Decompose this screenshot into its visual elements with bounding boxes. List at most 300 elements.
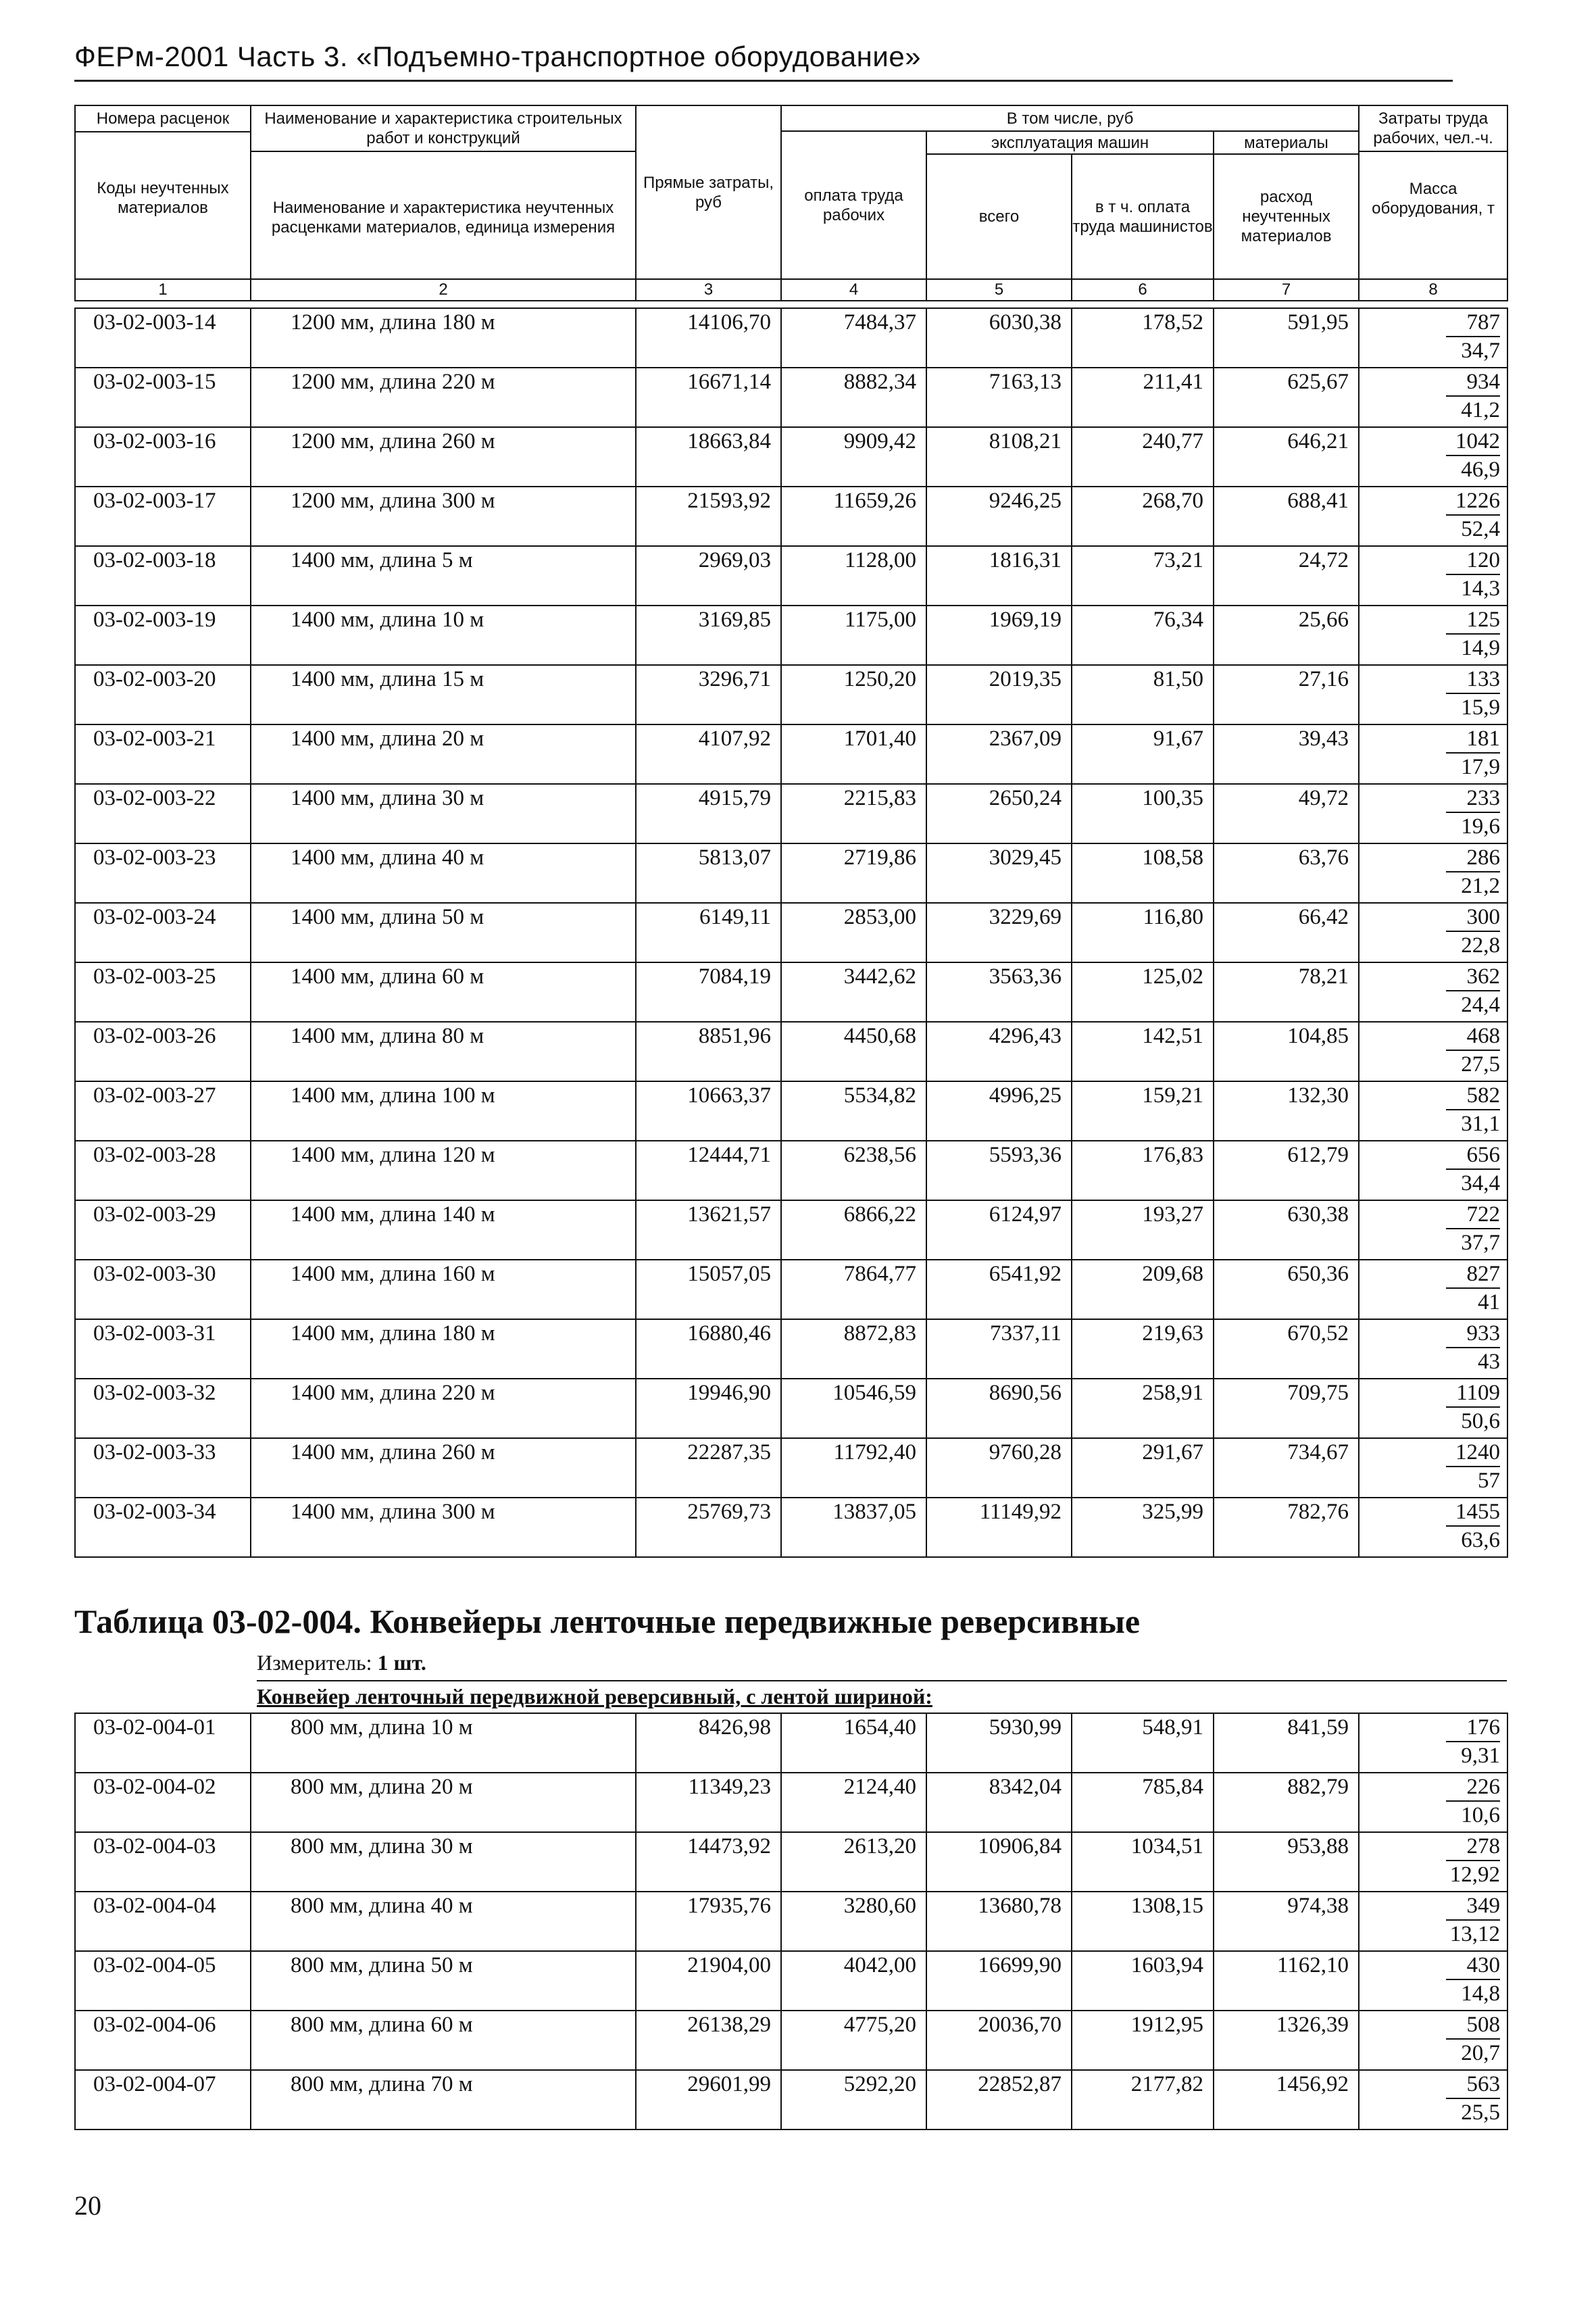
labor-hours: 349 (1446, 1892, 1500, 1921)
machinist-pay: 268,70 (1072, 487, 1214, 546)
materials-cost: 670,52 (1214, 1319, 1359, 1379)
materials-cost: 734,67 (1214, 1438, 1359, 1498)
table-row (75, 2011, 1507, 2070)
rate-code: 03-02-004-02 (75, 1773, 251, 1832)
equipment-mass: 46,9 (1461, 458, 1500, 482)
table-row (75, 1951, 1507, 2011)
machinist-pay: 116,80 (1072, 903, 1214, 962)
work-description: 800 мм, длина 60 м (251, 2011, 636, 2070)
col-number: 4 (781, 279, 926, 301)
table-row (75, 903, 1507, 962)
equipment-mass: 19,6 (1461, 814, 1500, 839)
work-description: 1400 мм, длина 40 м (251, 843, 636, 903)
col2-top-header: Наименование и характеристика строительных работ и конструкций (251, 109, 635, 152)
col1-top-header: Номера расценок (76, 109, 250, 132)
table-header (74, 105, 1508, 301)
labor-hours: 226 (1446, 1773, 1500, 1802)
labor-and-mass-cell (1359, 665, 1507, 724)
machinist-pay: 219,63 (1072, 1319, 1214, 1379)
materials-cost: 953,88 (1214, 1832, 1359, 1892)
table-row (75, 1022, 1507, 1081)
machinist-pay: 176,83 (1072, 1141, 1214, 1200)
direct-cost: 29601,99 (636, 2070, 781, 2130)
materials-cost: 882,79 (1214, 1773, 1359, 1832)
machinist-pay: 108,58 (1072, 843, 1214, 903)
equipment-mass: 52,4 (1461, 517, 1500, 541)
materials-cost: 63,76 (1214, 843, 1359, 903)
machine-cost-total: 4996,25 (926, 1081, 1072, 1141)
direct-cost: 6149,11 (636, 903, 781, 962)
machinist-pay: 142,51 (1072, 1022, 1214, 1081)
labor-hours: 176 (1446, 1714, 1500, 1742)
machinist-pay: 258,91 (1072, 1379, 1214, 1438)
labor-hours: 934 (1446, 368, 1500, 397)
work-description: 800 мм, длина 70 м (251, 2070, 636, 2130)
table-row (75, 1379, 1507, 1438)
rate-code: 03-02-003-14 (75, 308, 251, 368)
machinist-pay: 193,27 (1072, 1200, 1214, 1260)
labor-hours: 120 (1446, 547, 1500, 575)
table-row (75, 606, 1507, 665)
equipment-mass: 27,5 (1461, 1052, 1500, 1077)
machine-cost-total: 7163,13 (926, 368, 1072, 427)
table-row (75, 1832, 1507, 1892)
labor-and-mass-cell (1359, 546, 1507, 606)
labor-pay: 1250,20 (781, 665, 926, 724)
direct-cost: 13621,57 (636, 1200, 781, 1260)
labor-hours: 125 (1446, 606, 1500, 635)
labor-hours: 656 (1446, 1141, 1500, 1170)
materials-cost: 646,21 (1214, 427, 1359, 487)
table-row (75, 1498, 1507, 1557)
materials-cost: 650,36 (1214, 1260, 1359, 1319)
equipment-mass: 25,5 (1461, 2100, 1500, 2125)
work-description: 1400 мм, длина 50 м (251, 903, 636, 962)
machinist-pay: 1308,15 (1072, 1892, 1214, 1951)
labor-hours: 300 (1446, 904, 1500, 932)
direct-cost: 4915,79 (636, 784, 781, 843)
work-description: 1400 мм, длина 30 м (251, 784, 636, 843)
equipment-mass: 14,8 (1461, 1981, 1500, 2006)
machine-cost-total: 13680,78 (926, 1892, 1072, 1951)
materials-cost: 782,76 (1214, 1498, 1359, 1557)
work-description: 1400 мм, длина 20 м (251, 724, 636, 784)
machine-cost-total: 2367,09 (926, 724, 1072, 784)
group-header: В том числе, руб (781, 105, 1359, 131)
labor-pay: 9909,42 (781, 427, 926, 487)
direct-cost: 8851,96 (636, 1022, 781, 1081)
equipment-mass: 34,4 (1461, 1171, 1500, 1196)
work-description: 800 мм, длина 50 м (251, 1951, 636, 2011)
work-description: 1400 мм, длина 260 м (251, 1438, 636, 1498)
machine-cost-total: 8342,04 (926, 1773, 1072, 1832)
rate-code: 03-02-003-32 (75, 1379, 251, 1438)
table-2-subheading: Конвейер ленточный передвижной реверсивный, с лентой шириной: (257, 1684, 932, 1708)
materials-cost: 591,95 (1214, 308, 1359, 368)
labor-hours: 827 (1446, 1260, 1500, 1289)
direct-cost: 14106,70 (636, 308, 781, 368)
work-description: 1400 мм, длина 180 м (251, 1319, 636, 1379)
labor-hours: 722 (1446, 1201, 1500, 1229)
rate-code: 03-02-004-04 (75, 1892, 251, 1951)
machine-cost-total: 5930,99 (926, 1713, 1072, 1773)
materials-cost: 49,72 (1214, 784, 1359, 843)
work-description: 1400 мм, длина 80 м (251, 1022, 636, 1081)
materials-cost: 25,66 (1214, 606, 1359, 665)
rate-code: 03-02-003-29 (75, 1200, 251, 1260)
labor-hours: 362 (1446, 963, 1500, 991)
rate-code: 03-02-003-31 (75, 1319, 251, 1379)
col7-header: расход неучтенных материалов (1214, 154, 1359, 279)
machine-cost-total: 2650,24 (926, 784, 1072, 843)
labor-pay: 6238,56 (781, 1141, 926, 1200)
direct-cost: 10663,37 (636, 1081, 781, 1141)
labor-pay: 2124,40 (781, 1773, 926, 1832)
labor-pay: 10546,59 (781, 1379, 926, 1438)
labor-and-mass-cell (1359, 1022, 1507, 1081)
rate-code: 03-02-003-28 (75, 1141, 251, 1200)
labor-and-mass-cell (1359, 2070, 1507, 2130)
machinist-pay: 240,77 (1072, 427, 1214, 487)
materials-cost: 66,42 (1214, 903, 1359, 962)
equipment-mass: 20,7 (1461, 2041, 1500, 2065)
materials-cost: 841,59 (1214, 1713, 1359, 1773)
machine-cost-total: 9760,28 (926, 1438, 1072, 1498)
labor-and-mass-cell (1359, 427, 1507, 487)
machine-cost-total: 7337,11 (926, 1319, 1072, 1379)
measure-line (257, 1650, 426, 1675)
equipment-mass: 50,6 (1461, 1409, 1500, 1433)
labor-hours: 1240 (1446, 1439, 1500, 1467)
labor-and-mass-cell (1359, 1832, 1507, 1892)
labor-and-mass-cell (1359, 308, 1507, 368)
work-description: 800 мм, длина 10 м (251, 1713, 636, 1773)
machinist-pay: 325,99 (1072, 1498, 1214, 1557)
labor-hours: 508 (1446, 2011, 1500, 2040)
direct-cost: 19946,90 (636, 1379, 781, 1438)
rate-code: 03-02-003-22 (75, 784, 251, 843)
work-description: 800 мм, длина 40 м (251, 1892, 636, 1951)
table-2-body (74, 1713, 1508, 2130)
work-description: 1400 мм, длина 140 м (251, 1200, 636, 1260)
page-header: ФЕРм-2001 Часть 3. «Подъемно-транспортное оборудование» (74, 41, 922, 72)
labor-pay: 2853,00 (781, 903, 926, 962)
machine-cost-total: 11149,92 (926, 1498, 1072, 1557)
labor-pay: 11659,26 (781, 487, 926, 546)
machinist-pay: 211,41 (1072, 368, 1214, 427)
work-description: 1400 мм, длина 220 м (251, 1379, 636, 1438)
rate-code: 03-02-003-21 (75, 724, 251, 784)
direct-cost: 15057,05 (636, 1260, 781, 1319)
labor-hours: 181 (1446, 725, 1500, 754)
table-row (75, 308, 1507, 368)
materials-cost: 104,85 (1214, 1022, 1359, 1081)
table-row (75, 1200, 1507, 1260)
work-description: 1400 мм, длина 60 м (251, 962, 636, 1022)
direct-cost: 2969,03 (636, 546, 781, 606)
col-number: 7 (1214, 279, 1359, 301)
labor-pay: 1654,40 (781, 1713, 926, 1773)
equipment-mass: 14,3 (1461, 576, 1500, 601)
rate-code: 03-02-003-25 (75, 962, 251, 1022)
labor-and-mass-cell (1359, 1951, 1507, 2011)
labor-and-mass-cell (1359, 1713, 1507, 1773)
materials-cost: 1162,10 (1214, 1951, 1359, 2011)
table-1-body (74, 307, 1508, 1558)
work-description: 1400 мм, длина 15 м (251, 665, 636, 724)
labor-hours: 563 (1446, 2071, 1500, 2099)
machine-cost-total: 6030,38 (926, 308, 1072, 368)
table-row (75, 1773, 1507, 1832)
machine-cost-total: 5593,36 (926, 1141, 1072, 1200)
labor-and-mass-cell (1359, 1773, 1507, 1832)
labor-hours: 933 (1446, 1320, 1500, 1348)
labor-pay: 2215,83 (781, 784, 926, 843)
labor-and-mass-cell (1359, 784, 1507, 843)
machinist-pay: 76,34 (1072, 606, 1214, 665)
col-number: 6 (1072, 279, 1214, 301)
labor-hours: 1109 (1446, 1379, 1500, 1408)
machine-cost-total: 6541,92 (926, 1260, 1072, 1319)
labor-hours: 582 (1446, 1082, 1500, 1110)
direct-cost: 8426,98 (636, 1713, 781, 1773)
machinist-pay: 1912,95 (1072, 2011, 1214, 2070)
labor-pay: 3442,62 (781, 962, 926, 1022)
equipment-mass: 9,31 (1461, 1744, 1500, 1768)
machine-cost-total: 6124,97 (926, 1200, 1072, 1260)
machinist-pay: 2177,82 (1072, 2070, 1214, 2130)
work-description: 1400 мм, длина 160 м (251, 1260, 636, 1319)
machinist-pay: 125,02 (1072, 962, 1214, 1022)
rate-code: 03-02-004-05 (75, 1951, 251, 2011)
labor-and-mass-cell (1359, 1081, 1507, 1141)
labor-pay: 4450,68 (781, 1022, 926, 1081)
col6-header: в т ч. оплата труда машинистов (1072, 154, 1214, 279)
col1-bottom-header: Коды неучтенных материалов (97, 179, 229, 217)
work-description: 1400 мм, длина 10 м (251, 606, 636, 665)
machinist-pay: 1603,94 (1072, 1951, 1214, 2011)
labor-pay: 6866,22 (781, 1200, 926, 1260)
table-row (75, 1319, 1507, 1379)
labor-hours: 430 (1446, 1952, 1500, 1980)
direct-cost: 12444,71 (636, 1141, 781, 1200)
measure-value: 1 шт. (377, 1650, 426, 1675)
col-number: 2 (251, 279, 636, 301)
direct-cost: 4107,92 (636, 724, 781, 784)
labor-and-mass-cell (1359, 962, 1507, 1022)
machinist-pay: 209,68 (1072, 1260, 1214, 1319)
rate-code: 03-02-003-33 (75, 1438, 251, 1498)
machinist-pay: 1034,51 (1072, 1832, 1214, 1892)
measure-label: Измеритель: (257, 1650, 372, 1675)
rate-code: 03-02-003-23 (75, 843, 251, 903)
machine-cost-total: 1816,31 (926, 546, 1072, 606)
materials-header: материалы (1214, 131, 1359, 154)
table-row (75, 962, 1507, 1022)
direct-cost: 26138,29 (636, 2011, 781, 2070)
machine-cost-total: 22852,87 (926, 2070, 1072, 2130)
labor-and-mass-cell (1359, 724, 1507, 784)
labor-hours: 1042 (1446, 428, 1500, 456)
work-description: 800 мм, длина 20 м (251, 1773, 636, 1832)
labor-and-mass-cell (1359, 1200, 1507, 1260)
machine-cost-total: 8108,21 (926, 427, 1072, 487)
equipment-mass: 10,6 (1461, 1803, 1500, 1827)
measure-rule (257, 1680, 1507, 1681)
work-description: 1200 мм, длина 220 м (251, 368, 636, 427)
equipment-mass: 31,1 (1461, 1112, 1500, 1136)
rate-code: 03-02-004-06 (75, 2011, 251, 2070)
machines-header: эксплуатация машин (926, 131, 1214, 154)
labor-pay: 5292,20 (781, 2070, 926, 2130)
col2-bottom-header: Наименование и характеристика неучтенных расценками материалов, единица измерения (271, 199, 616, 237)
materials-cost: 78,21 (1214, 962, 1359, 1022)
table-row (75, 843, 1507, 903)
table-row (75, 427, 1507, 487)
machine-cost-total: 10906,84 (926, 1832, 1072, 1892)
rate-code: 03-02-004-07 (75, 2070, 251, 2130)
machine-cost-total: 9246,25 (926, 487, 1072, 546)
direct-cost: 3169,85 (636, 606, 781, 665)
table-row (75, 2070, 1507, 2130)
labor-and-mass-cell (1359, 1141, 1507, 1200)
equipment-mass: 41,2 (1461, 398, 1500, 422)
col5-header: всего (926, 154, 1072, 279)
labor-pay: 2613,20 (781, 1832, 926, 1892)
direct-cost: 22287,35 (636, 1438, 781, 1498)
work-description: 1400 мм, длина 120 м (251, 1141, 636, 1200)
machine-cost-total: 20036,70 (926, 2011, 1072, 2070)
machinist-pay: 291,67 (1072, 1438, 1214, 1498)
work-description: 1200 мм, длина 260 м (251, 427, 636, 487)
labor-pay: 2719,86 (781, 843, 926, 903)
materials-cost: 625,67 (1214, 368, 1359, 427)
direct-cost: 21904,00 (636, 1951, 781, 2011)
table-row (75, 665, 1507, 724)
table-row (75, 368, 1507, 427)
materials-cost: 24,72 (1214, 546, 1359, 606)
labor-pay: 7864,77 (781, 1260, 926, 1319)
equipment-mass: 17,9 (1461, 755, 1500, 779)
machinist-pay: 785,84 (1072, 1773, 1214, 1832)
table-row (75, 1892, 1507, 1951)
equipment-mass: 37,7 (1461, 1231, 1500, 1255)
labor-and-mass-cell (1359, 1260, 1507, 1319)
equipment-mass: 15,9 (1461, 695, 1500, 720)
col-number: 8 (1359, 279, 1507, 301)
work-description: 1200 мм, длина 180 м (251, 308, 636, 368)
rate-code: 03-02-003-17 (75, 487, 251, 546)
materials-cost: 132,30 (1214, 1081, 1359, 1141)
work-description: 800 мм, длина 30 м (251, 1832, 636, 1892)
machine-cost-total: 16699,90 (926, 1951, 1072, 2011)
table-row (75, 724, 1507, 784)
table-row (75, 1438, 1507, 1498)
equipment-mass: 22,8 (1461, 933, 1500, 958)
labor-and-mass-cell (1359, 1319, 1507, 1379)
direct-cost: 3296,71 (636, 665, 781, 724)
rate-code: 03-02-004-03 (75, 1832, 251, 1892)
table-row (75, 1713, 1507, 1773)
direct-cost: 16880,46 (636, 1319, 781, 1379)
work-description: 1400 мм, длина 5 м (251, 546, 636, 606)
labor-and-mass-cell (1359, 368, 1507, 427)
labor-hours: 233 (1446, 785, 1500, 813)
labor-and-mass-cell (1359, 606, 1507, 665)
direct-cost: 7084,19 (636, 962, 781, 1022)
equipment-mass: 43 (1478, 1350, 1500, 1374)
machinist-pay: 81,50 (1072, 665, 1214, 724)
materials-cost: 688,41 (1214, 487, 1359, 546)
labor-pay: 3280,60 (781, 1892, 926, 1951)
rate-code: 03-02-003-19 (75, 606, 251, 665)
header-rule (74, 80, 1453, 82)
rate-code: 03-02-003-16 (75, 427, 251, 487)
machinist-pay: 91,67 (1072, 724, 1214, 784)
equipment-mass: 12,92 (1449, 1863, 1500, 1887)
labor-pay: 7484,37 (781, 308, 926, 368)
table-row (75, 784, 1507, 843)
col4-header: оплата труда рабочих (781, 131, 926, 279)
rate-code: 03-02-003-27 (75, 1081, 251, 1141)
rate-code: 03-02-003-34 (75, 1498, 251, 1557)
table-row (75, 487, 1507, 546)
materials-cost: 630,38 (1214, 1200, 1359, 1260)
labor-hours: 787 (1446, 309, 1500, 337)
labor-hours: 278 (1446, 1833, 1500, 1861)
equipment-mass: 24,4 (1461, 993, 1500, 1017)
rate-code: 03-02-004-01 (75, 1713, 251, 1773)
rate-code: 03-02-003-15 (75, 368, 251, 427)
direct-cost: 17935,76 (636, 1892, 781, 1951)
machine-cost-total: 8690,56 (926, 1379, 1072, 1438)
machine-cost-total: 3229,69 (926, 903, 1072, 962)
col3-header: Прямые затраты, руб (636, 105, 781, 279)
machine-cost-total: 1969,19 (926, 606, 1072, 665)
col-number: 1 (75, 279, 251, 301)
table-row (75, 1081, 1507, 1141)
direct-cost: 18663,84 (636, 427, 781, 487)
machinist-pay: 159,21 (1072, 1081, 1214, 1141)
labor-and-mass-cell (1359, 1438, 1507, 1498)
direct-cost: 14473,92 (636, 1832, 781, 1892)
labor-hours: 1226 (1446, 487, 1500, 516)
machinist-pay: 178,52 (1072, 308, 1214, 368)
machine-cost-total: 4296,43 (926, 1022, 1072, 1081)
work-description: 1200 мм, длина 300 м (251, 487, 636, 546)
labor-and-mass-cell (1359, 1892, 1507, 1951)
col8-bottom-header: Масса оборудования, т (1372, 180, 1495, 218)
labor-pay: 1175,00 (781, 606, 926, 665)
materials-cost: 612,79 (1214, 1141, 1359, 1200)
materials-cost: 39,43 (1214, 724, 1359, 784)
labor-hours: 286 (1446, 844, 1500, 872)
rate-code: 03-02-003-20 (75, 665, 251, 724)
table-row (75, 1260, 1507, 1319)
labor-pay: 1128,00 (781, 546, 926, 606)
labor-pay: 11792,40 (781, 1438, 926, 1498)
machine-cost-total: 3029,45 (926, 843, 1072, 903)
machinist-pay: 100,35 (1072, 784, 1214, 843)
machine-cost-total: 2019,35 (926, 665, 1072, 724)
table-row (75, 1141, 1507, 1200)
col-number: 3 (636, 279, 781, 301)
direct-cost: 11349,23 (636, 1773, 781, 1832)
labor-and-mass-cell (1359, 487, 1507, 546)
equipment-mass: 21,2 (1461, 874, 1500, 898)
equipment-mass: 14,9 (1461, 636, 1500, 660)
materials-cost: 27,16 (1214, 665, 1359, 724)
